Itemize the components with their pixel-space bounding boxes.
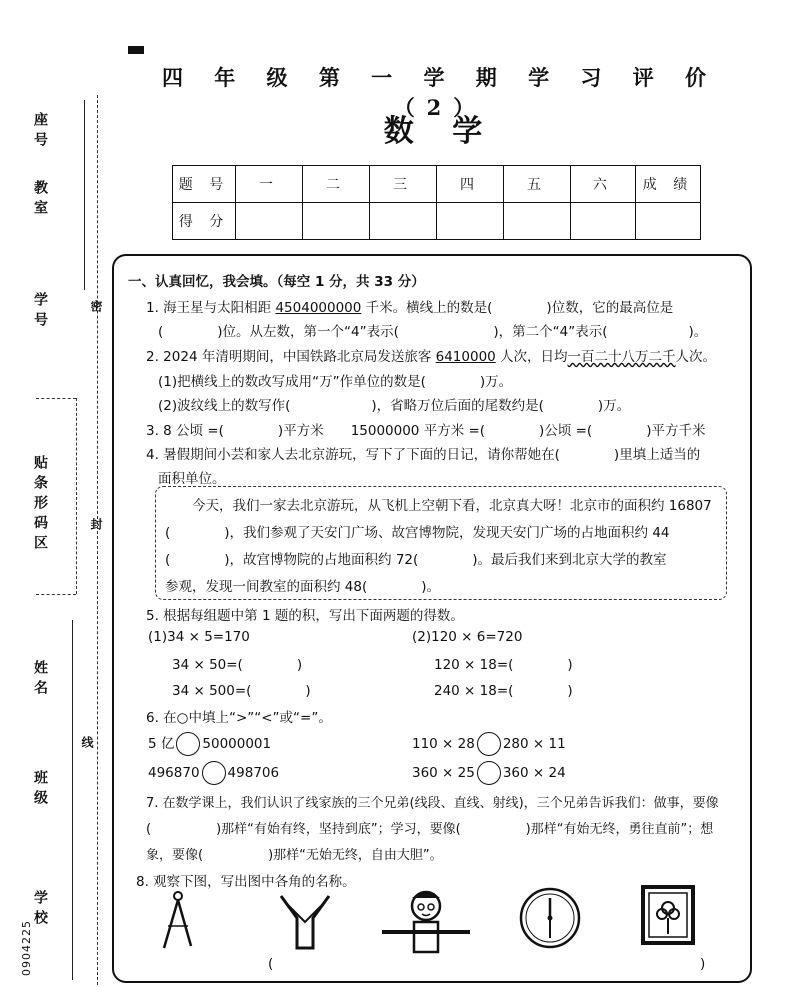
q2-mid: 人次，日均 [495,349,568,365]
q6-row-d [412,761,566,785]
score-cell: 题 号 [173,166,236,203]
barcode-box-bottom [36,594,76,595]
subject-title: 数 学 [383,114,497,149]
margin-dashed-line [97,95,98,985]
q6-row-b [412,732,566,756]
q2-post: 人次。 [675,349,717,365]
q7-line-a: 7. 在数学课上，我们认识了线家族的三个兄弟(线段、直线、射线)，三个兄弟告诉我们：做事，要像 [146,796,719,811]
q6-b-right: 280 × 11 [502,736,566,752]
school-label: 学校 [32,890,48,930]
q6-c-right: 498706 [227,765,280,781]
score-cell: 一 [236,166,303,203]
q8-line: 8. 观察下图，写出图中各角的名称。 [136,874,356,890]
compare-circle-1[interactable] [176,732,200,756]
score-cell: 成 绩 [636,166,701,203]
seat-label: 座号 [32,112,48,152]
score-table-score-row [173,203,701,240]
barcode-box-right [76,398,77,594]
score-cell: 六 [571,166,636,203]
seal-xian: 线 [80,736,94,754]
q6-a-right: 50000001 [202,736,272,752]
exam-code: 0904225 [20,920,33,976]
margin-line-2 [72,620,73,980]
diary-line-4[interactable]: 参观，发现一间教室的面积约 48( )。 [165,579,441,595]
q7-line-c[interactable]: 象，要像( )那样“无始无终，自由大胆”。 [146,848,443,863]
q6-row-c [148,761,279,785]
seal-feng: 封 [89,518,103,536]
compare-circle-2[interactable] [477,732,501,756]
score-input-5[interactable] [504,203,571,240]
q3-line[interactable]: 3. 8 公顷 =( )平方米 15000000 平方米 =( )公顷 =( )平方千米 [146,423,706,439]
class-label: 班级 [32,770,48,810]
q5-right-2[interactable]: 120 × 18=( ) [434,657,573,673]
q5-left-3[interactable]: 34 × 500=( ) [172,683,311,699]
q5-left-2[interactable]: 34 × 50=( ) [172,657,303,673]
score-cell: 得 分 [173,203,236,240]
boy-arms-out-icon [378,888,474,954]
q1-line-a [146,296,673,316]
score-cell: 二 [303,166,370,203]
q8-answer-close-paren[interactable]: ) [700,956,706,972]
q6-line: 6. 在○中填上“>”“<”或“=”。 [146,710,332,726]
q6-d-right: 360 × 24 [502,765,566,781]
q2-pre: 2. 2024 年清明期间，中国铁路北京局发送旅客 [146,349,436,365]
score-cell: 四 [437,166,504,203]
compare-circle-3[interactable] [202,761,226,785]
q4-line-b: 面积单位。 [158,471,226,487]
q6-row-a [148,732,271,756]
q4-line-a: 4. 暑假期间小芸和家人去北京游玩，写下了下面的日记，请你帮她在( )里填上适当的 [146,447,701,463]
compare-circle-4[interactable] [477,761,501,785]
section1-heading: 一、认真回忆，我会填。（每空 1 分，共 33 分） [128,274,425,290]
margin-line-1 [84,100,85,290]
seal-mi: 密 [89,300,103,318]
score-cell: 三 [370,166,437,203]
compass-icon [158,890,198,952]
q2-sub2[interactable]: (2)波纹线上的数写作( )，省略万位后面的尾数约是( )万。 [158,398,631,414]
q1-line-b[interactable]: ( )位。从左数，第一个“4”表示( )，第二个“4”表示( )。 [158,324,708,340]
q7-line-b[interactable]: ( )那样“有始有终，坚持到底”；学习，要像( )那样“有始无终，勇往直前”；想 [146,822,714,837]
name-label: 姓名 [32,660,48,700]
q5-right-3[interactable]: 240 × 18=( ) [434,683,573,699]
picture-frame-icon [640,884,696,946]
q6-b-left: 110 × 28 [412,736,475,752]
score-input-3[interactable] [370,203,437,240]
score-table [172,165,701,240]
student-id-label: 学号 [32,292,48,332]
diary-line-2[interactable]: ( )，我们参观了天安门广场、故宫博物院，发现天安门广场的占地面积约 44 [165,525,670,541]
q5-left-1: (1)34 × 5=170 [148,629,250,645]
q6-d-left: 360 × 25 [412,765,475,781]
diary-line-3[interactable]: ( )，故宫博物院的占地面积约 72( )。最后我们来到北京大学的教室 [165,552,667,568]
q1-number: 4504000000 [275,300,362,316]
score-input-total[interactable] [636,203,701,240]
q2-sub1[interactable]: (1)把横线上的数改写成用“万”作单位的数是( )万。 [158,374,513,390]
score-cell: 五 [504,166,571,203]
q6-a-left: 5 亿 [148,736,175,752]
q2-wavy-number: 一百二十八万二千 [567,349,676,365]
q1-post: 千米。横线上的数是( )位数，它的最高位是 [361,300,674,316]
score-table-header-row [173,166,701,203]
score-input-4[interactable] [437,203,504,240]
slingshot-icon [275,892,335,952]
barcode-box-top [36,398,76,399]
q8-answer-open-paren[interactable]: ( [268,956,274,972]
q1-pre: 1. 海王星与太阳相距 [146,300,276,316]
diary-line-1: 今天，我们一家去北京游玩，从飞机上空朝下看，北京真大呀！北京市的面积约 16807 [192,498,712,514]
score-input-6[interactable] [571,203,636,240]
q5-line: 5. 根据每组题中第 1 题的积，写出下面两题的得数。 [146,608,464,624]
barcode-area-label: 贴条形码区 [32,455,48,555]
q2-line [146,345,716,365]
exam-title: 四 年 级 第 一 学 期 学 习 评 价（2） [161,65,719,120]
q6-c-left: 496870 [148,765,200,781]
q5-right-1: (2)120 × 6=720 [412,629,523,645]
q2-number: 6410000 [435,349,496,365]
classroom-label: 教室 [32,180,48,220]
print-mark [128,46,144,54]
clock-icon [518,886,582,950]
score-input-2[interactable] [303,203,370,240]
score-input-1[interactable] [236,203,303,240]
